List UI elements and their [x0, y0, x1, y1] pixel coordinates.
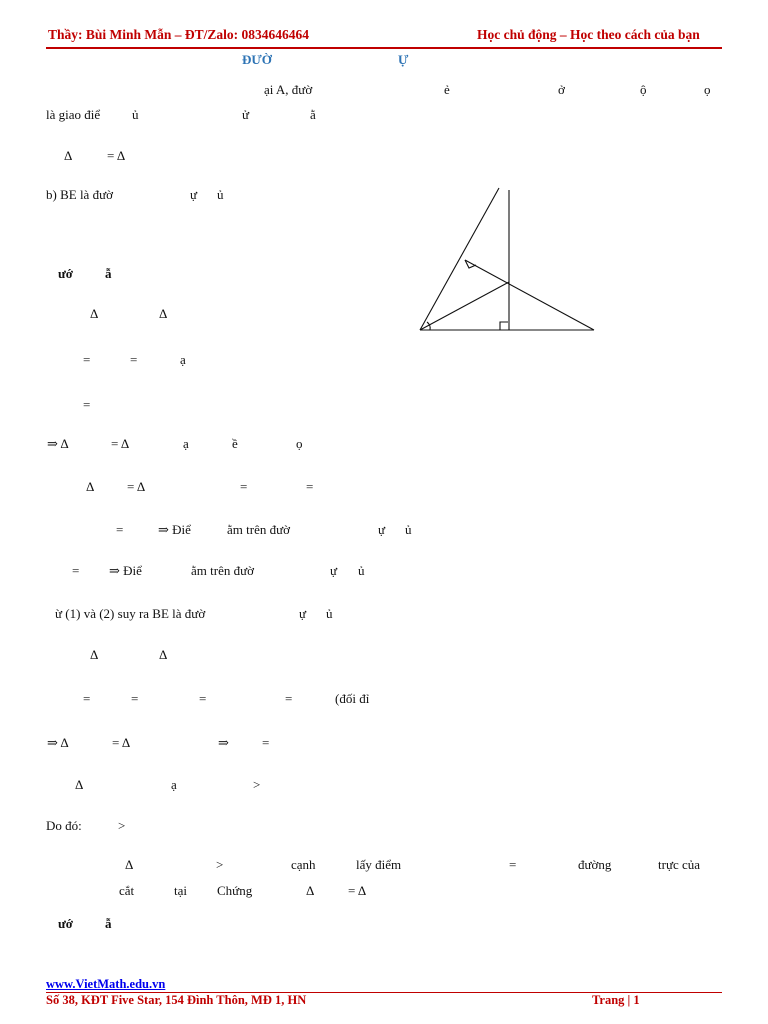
- section-title-part1: ĐƯỜ: [242, 52, 272, 67]
- text-fragment: = Δ: [112, 735, 131, 750]
- header-slogan: Học chủ động – Học theo cách của bạn: [477, 27, 700, 42]
- text-fragment: =: [240, 479, 248, 494]
- text-fragment: ở: [558, 82, 565, 97]
- text-fragment: =: [509, 857, 517, 872]
- text-fragment: là giao điể: [46, 107, 101, 122]
- text-fragment: >: [216, 857, 224, 872]
- text-fragment: ủ: [217, 187, 224, 202]
- text-fragment: =: [306, 479, 314, 494]
- text-fragment: ẻ: [444, 82, 450, 97]
- text-fragment: ủ: [405, 522, 412, 537]
- text-fragment: ằm trên đườ: [191, 563, 255, 578]
- text-fragment: ủ: [132, 107, 139, 122]
- text-fragment: Chứng: [217, 883, 253, 898]
- text-fragment: = Δ: [107, 148, 126, 163]
- hint-label: ướ: [58, 916, 73, 931]
- text-fragment: = Δ: [127, 479, 146, 494]
- text-fragment: ằm trên đườ: [227, 522, 291, 537]
- text-fragment: ạ: [180, 352, 186, 367]
- section-title-part2: Ự: [398, 52, 409, 67]
- text-fragment: Δ: [75, 777, 84, 792]
- text-fragment: ự: [299, 606, 307, 621]
- footer-website-link[interactable]: www.VietMath.edu.vn: [46, 977, 166, 991]
- footer-address: Số 38, KĐT Five Star, 154 Đình Thôn, MĐ 1, HN: [46, 993, 307, 1007]
- text-fragment: =: [116, 522, 124, 537]
- text-fragment: trực của: [658, 857, 701, 872]
- text-fragment: ⇒: [218, 735, 229, 750]
- text-fragment: >: [253, 777, 261, 792]
- text-fragment: =: [83, 352, 91, 367]
- text-fragment: (đối đỉ: [335, 691, 370, 706]
- text-fragment: Δ: [159, 306, 168, 321]
- text-fragment: ộ: [640, 82, 647, 97]
- text-fragment: Δ: [306, 883, 315, 898]
- text-fragment: lấy điểm: [356, 857, 402, 872]
- hint-label: ẫ: [105, 916, 112, 931]
- text-fragment: =: [72, 563, 80, 578]
- text-fragment: ủ: [358, 563, 365, 578]
- text-fragment: ạ: [183, 436, 189, 451]
- text-fragment: cắt: [119, 883, 135, 898]
- text-fragment: ề: [232, 436, 238, 451]
- right-angle-mark-h: [500, 322, 508, 330]
- triangle-figure: [410, 184, 610, 340]
- text-fragment: ⇒ Δ: [47, 735, 69, 750]
- text-fragment: Do đó:: [46, 818, 82, 833]
- text-fragment: ạ: [171, 777, 177, 792]
- text-fragment: tại: [174, 883, 187, 898]
- text-fragment: Δ: [90, 306, 99, 321]
- text-fragment: ừ (1) và (2) suy ra BE là đườ: [55, 606, 206, 621]
- text-fragment: Δ: [90, 647, 99, 662]
- text-fragment: cạnh: [291, 857, 316, 872]
- text-fragment: =: [83, 397, 91, 412]
- text-fragment: Δ: [125, 857, 134, 872]
- text-fragment: =: [130, 352, 138, 367]
- text-fragment: =: [199, 691, 207, 706]
- text-fragment: = Δ: [348, 883, 367, 898]
- text-fragment: ⇒ Điể: [109, 563, 142, 578]
- header-divider: [46, 47, 722, 49]
- footer-page-number: Trang | 1: [592, 993, 640, 1007]
- text-fragment: =: [131, 691, 139, 706]
- text-fragment: ự: [330, 563, 338, 578]
- text-fragment: ại A, đườ: [264, 82, 313, 97]
- text-fragment: =: [262, 735, 270, 750]
- text-fragment: ủ: [326, 606, 333, 621]
- text-fragment: ử: [242, 107, 250, 122]
- text-fragment: b) BE là đườ: [46, 187, 113, 202]
- text-fragment: Δ: [64, 148, 73, 163]
- text-fragment: ự: [190, 187, 198, 202]
- text-fragment: Δ: [86, 479, 95, 494]
- text-fragment: ⇒ Δ: [47, 436, 69, 451]
- text-fragment: = Δ: [111, 436, 130, 451]
- text-fragment: Δ: [159, 647, 168, 662]
- text-fragment: =: [285, 691, 293, 706]
- text-fragment: ọ: [296, 436, 303, 451]
- text-fragment: ⇒ Điể: [158, 522, 191, 537]
- text-fragment: >: [118, 818, 126, 833]
- hint-label: ướ: [58, 266, 73, 281]
- text-fragment: ằ: [310, 107, 316, 122]
- header-teacher-info: Thầy: Bùi Minh Mẫn – ĐT/Zalo: 0834646464: [48, 27, 310, 42]
- text-fragment: =: [83, 691, 91, 706]
- text-fragment: ọ: [704, 82, 711, 97]
- text-fragment: ự: [378, 522, 386, 537]
- hint-label: ẫ: [105, 266, 112, 281]
- text-fragment: đường: [578, 857, 612, 872]
